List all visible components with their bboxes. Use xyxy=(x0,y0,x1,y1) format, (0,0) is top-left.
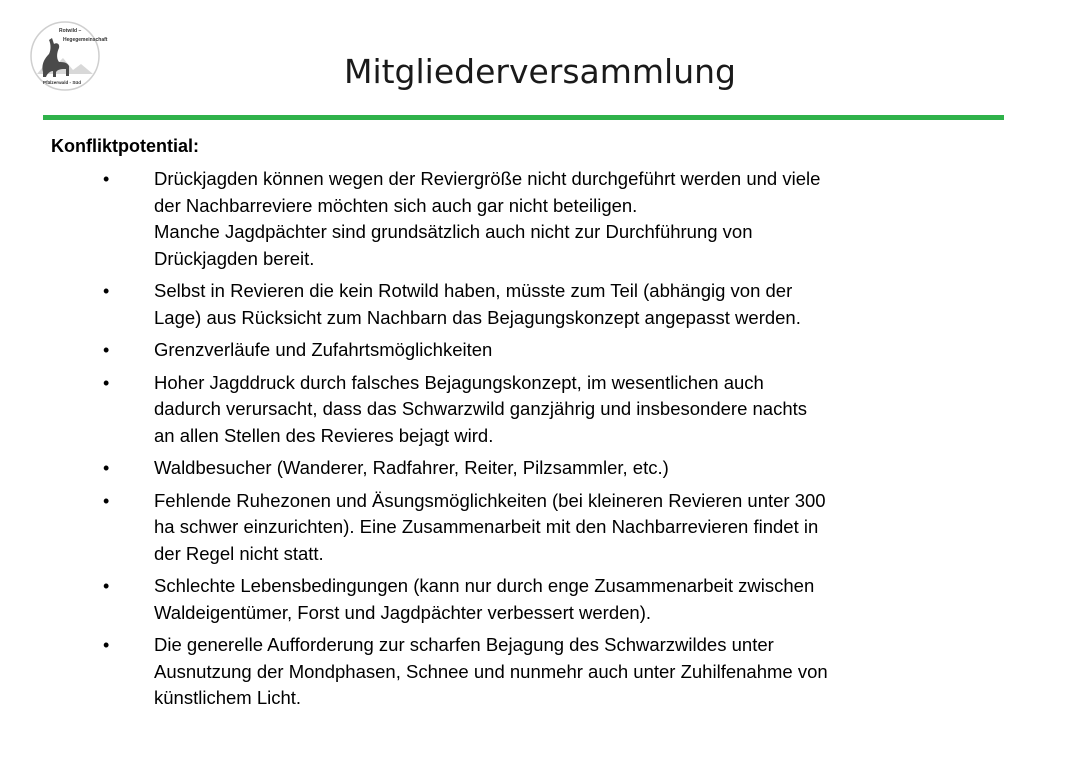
bullet-text: Hoher Jagddruck durch falsches Bejagungskonzept, im wesentlichen auch dadurch verursacht, dass das Schwarzwild ganzjährig und insbesondere nachts an allen Stellen des Revieres bejagt wird. xyxy=(154,371,808,446)
bullet-icon: • xyxy=(103,458,110,478)
list-item xyxy=(0,488,1024,568)
list-item xyxy=(0,337,1024,364)
bullet-list xyxy=(0,166,1024,718)
list-item xyxy=(0,370,1024,450)
logo-line-3: Pfälzerwald - Süd xyxy=(43,80,82,85)
list-item xyxy=(0,166,1024,272)
bullet-text: Grenzverläufe und Zufahrtsmöglichkeiten xyxy=(154,339,493,360)
bullet-text: Waldbesucher (Wanderer, Radfahrer, Reiter, Pilzsammler, etc.) xyxy=(154,457,669,478)
list-item xyxy=(0,632,1024,712)
bullet-text: Schlechte Lebensbedingungen (kann nur durch enge Zusammenarbeit zwischen Waldeigentümer, Forst und Jagdpächter verbessert werden). xyxy=(154,575,815,623)
bullet-icon: • xyxy=(103,372,110,393)
bullet-icon: • xyxy=(103,490,110,511)
bullet-icon: • xyxy=(103,169,110,189)
title-divider xyxy=(43,115,1004,120)
bullet-text: Die generelle Aufforderung zur scharfen Bejagung des Schwarzwildes unter Ausnutzung der Mondphasen, Schnee und nunmehr auch unter Zuhilfenahme von künstlichem Licht. xyxy=(154,634,828,708)
list-item xyxy=(0,573,1024,626)
list-item xyxy=(0,278,1024,331)
logo-line-2: Hegegemeinschaft xyxy=(63,37,108,43)
section-heading: Konfliktpotential: xyxy=(51,136,199,156)
bullet-text: Drückjagden können wegen der Reviergröße nicht durchgeführt werden und viele der Nachbarreviere möchten sich auch gar nicht beteiligen. Manche Jagdpächter sind grundsätzlich auch nicht zur Durchführung von Drückjagden bereit. xyxy=(154,168,821,269)
bullet-text: Selbst in Revieren die kein Rotwild haben, müsste zum Teil (abhängig von der Lage) aus Rücksicht zum Nachbarn das Bejagungskonzept angepasst werden. xyxy=(154,280,801,328)
bullet-icon: • xyxy=(103,635,110,655)
bullet-icon: • xyxy=(103,576,110,596)
bullet-icon: • xyxy=(103,340,110,360)
slide-title: Mitgliederversammlung xyxy=(343,52,737,91)
bullet-text: Fehlende Ruhezonen und Äsungsmöglichkeiten (bei kleineren Revieren unter 300 ha schwer einzurichten). Eine Zusammenarbeit mit den Nachbarrevieren findet in der Regel nicht statt. xyxy=(154,489,826,564)
bullet-icon: • xyxy=(103,281,110,301)
logo-line-1: Rotwild – xyxy=(59,28,82,34)
list-item xyxy=(0,455,1024,482)
